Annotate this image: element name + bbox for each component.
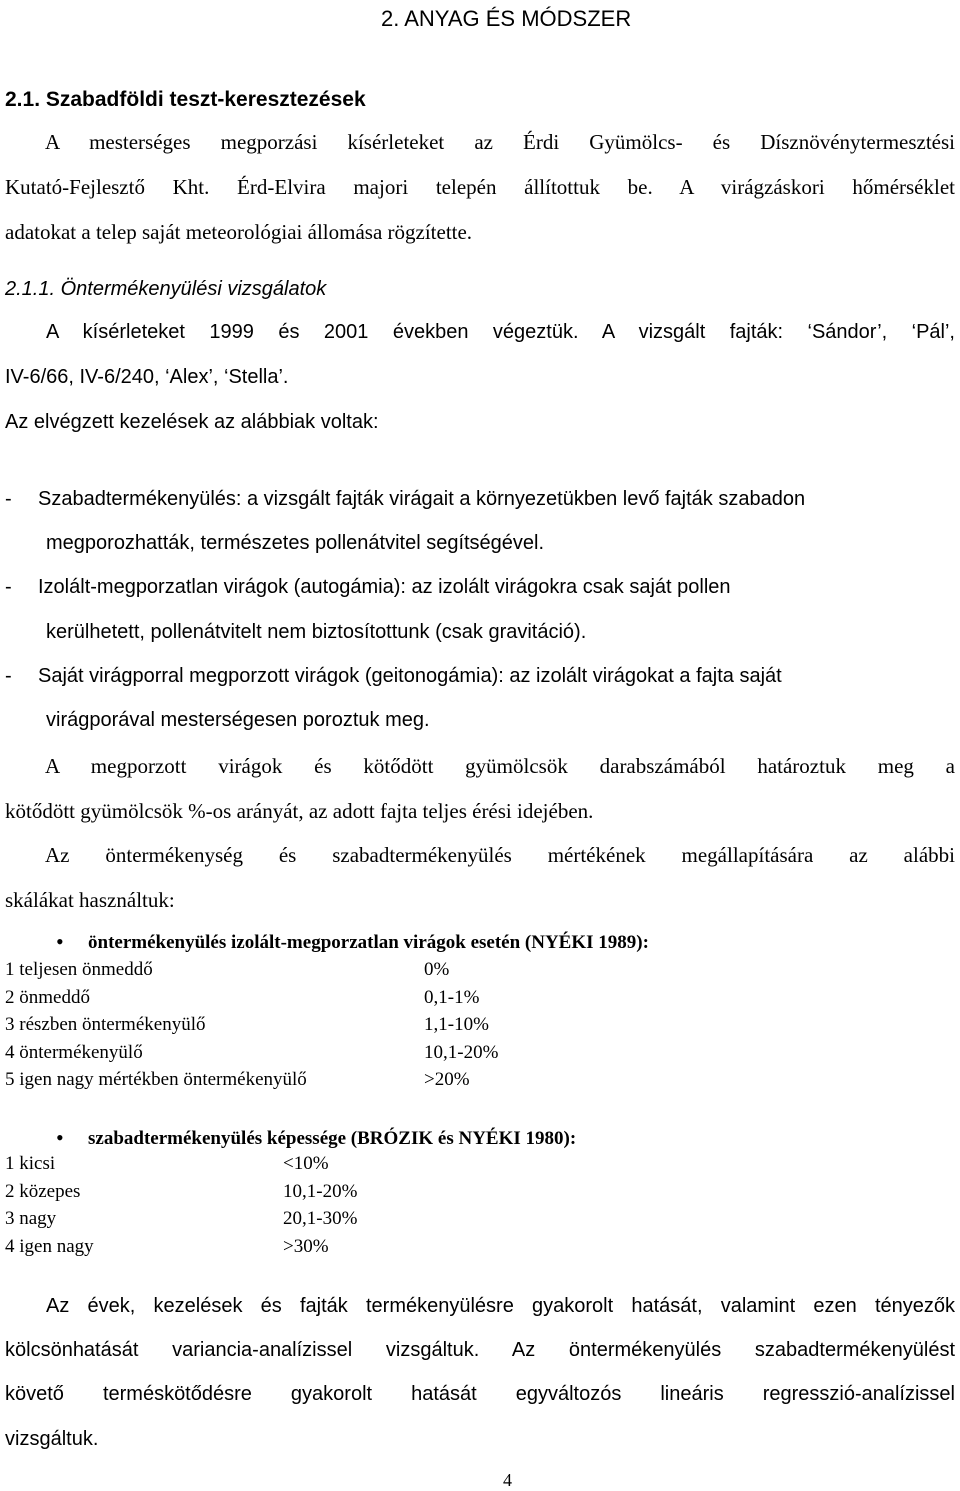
scale1-value: 10,1-20% xyxy=(424,1042,499,1063)
para3-line-1: Az öntermékenység és szabadtermékenyülés mértékének megállapítására az alábbi xyxy=(45,843,955,867)
scale1-value: >20% xyxy=(424,1069,470,1090)
intro-line-1: A mesterséges megporzási kísérleteket az Érdi Gyümölcs- és Dísznövénytermesztési xyxy=(45,130,955,154)
treatment-line: megporozhatták, természetes pollenátvitel segítségével. xyxy=(46,532,545,554)
scale2-value: >30% xyxy=(283,1236,329,1257)
scale1-label: 3 részben öntermékenyülő xyxy=(5,1014,206,1035)
scale2-value: 20,1-30% xyxy=(283,1208,358,1229)
scale1-title: öntermékenyülés izolált-megporzatlan virágok esetén (NYÉKI 1989): xyxy=(88,932,649,953)
treatment-line: Izolált-megporzatlan virágok (autogámia): az izolált virágokra csak saját pollen xyxy=(38,576,731,598)
intro-line-3: adatokat a telep saját meteorológiai állomása rögzítette. xyxy=(5,220,473,244)
para3-line-2: skálákat használtuk: xyxy=(5,888,175,912)
bullet-icon: • xyxy=(56,1125,64,1150)
scale2-value: <10% xyxy=(283,1153,329,1174)
para4-line-3: követő terméskötődésre gyakorolt hatását egyváltozós lineáris regresszió-analízissel xyxy=(5,1383,955,1405)
subsection-line-2: IV-6/66, IV-6/240, ‘Alex’, ‘Stella’. xyxy=(5,366,289,388)
treatment-dash: - xyxy=(5,665,12,687)
scale1-label: 1 teljesen önmeddő xyxy=(5,959,153,980)
treatment-line: virágporával mesterségesen poroztuk meg. xyxy=(46,709,430,731)
subsection-line-3: Az elvégzett kezelések az alábbiak voltak: xyxy=(5,411,379,433)
scale2-label: 2 közepes xyxy=(5,1181,81,1202)
treatment-dash: - xyxy=(5,576,12,598)
bullet-icon: • xyxy=(56,929,64,954)
scale2-label: 4 igen nagy xyxy=(5,1236,94,1257)
para2-line-1: A megporzott virágok és kötődött gyümölcsök darabszámából határoztuk meg a xyxy=(45,754,955,778)
para4-line-4: vizsgáltuk. xyxy=(5,1428,99,1450)
scale1-value: 1,1-10% xyxy=(424,1014,489,1035)
para4-line-1: Az évek, kezelések és fajták termékenyülésre gyakorolt hatását, valamint ezen tényezők xyxy=(46,1295,955,1317)
subsection-title: 2.1.1. Öntermékenyülési vizsgálatok xyxy=(5,278,327,300)
treatment-line: Szabadtermékenyülés: a vizsgált fajták virágait a környezetükben levő fajták szabadon xyxy=(38,488,806,510)
scale2-title: szabadtermékenyülés képessége (BRÓZIK és NYÉKI 1980): xyxy=(88,1128,577,1149)
scale2-label: 3 nagy xyxy=(5,1208,57,1229)
section-title: 2.1. Szabadföldi teszt-keresztezések xyxy=(5,88,366,111)
scale1-label: 4 öntermékenyülő xyxy=(5,1042,143,1063)
intro-line-2: Kutató-Fejlesztő Kht. Érd-Elvira majori telepén állítottuk be. A virágzáskori hőmérséklet xyxy=(5,175,955,199)
scale1-label: 2 önmeddő xyxy=(5,987,90,1008)
treatment-dash: - xyxy=(5,488,12,510)
page-number: 4 xyxy=(503,1470,512,1490)
treatment-line: kerülhetett, pollenátvitelt nem biztosítottunk (csak gravitáció). xyxy=(46,621,587,643)
para2-line-2: kötődött gyümölcsök %-os arányát, az adott fajta teljes érési idejében. xyxy=(5,799,594,823)
scale1-value: 0% xyxy=(424,959,450,980)
scale2-value: 10,1-20% xyxy=(283,1181,358,1202)
scale1-value: 0,1-1% xyxy=(424,987,480,1008)
para4-line-2: kölcsönhatását variancia-analízissel vizsgáltuk. Az öntermékenyülés szabadtermékenyülést xyxy=(5,1339,955,1361)
running-header: 2. ANYAG ÉS MÓDSZER xyxy=(381,6,632,31)
scale1-label: 5 igen nagy mértékben öntermékenyülő xyxy=(5,1069,307,1090)
subsection-line-1: A kísérleteket 1999 és 2001 években végeztük. A vizsgált fajták: ‘Sándor’, ‘Pál’, xyxy=(46,321,955,343)
treatment-line: Saját virágporral megporzott virágok (geitonogámia): az izolált virágokat a fajta saját xyxy=(38,665,782,687)
scale2-label: 1 kicsi xyxy=(5,1153,56,1174)
